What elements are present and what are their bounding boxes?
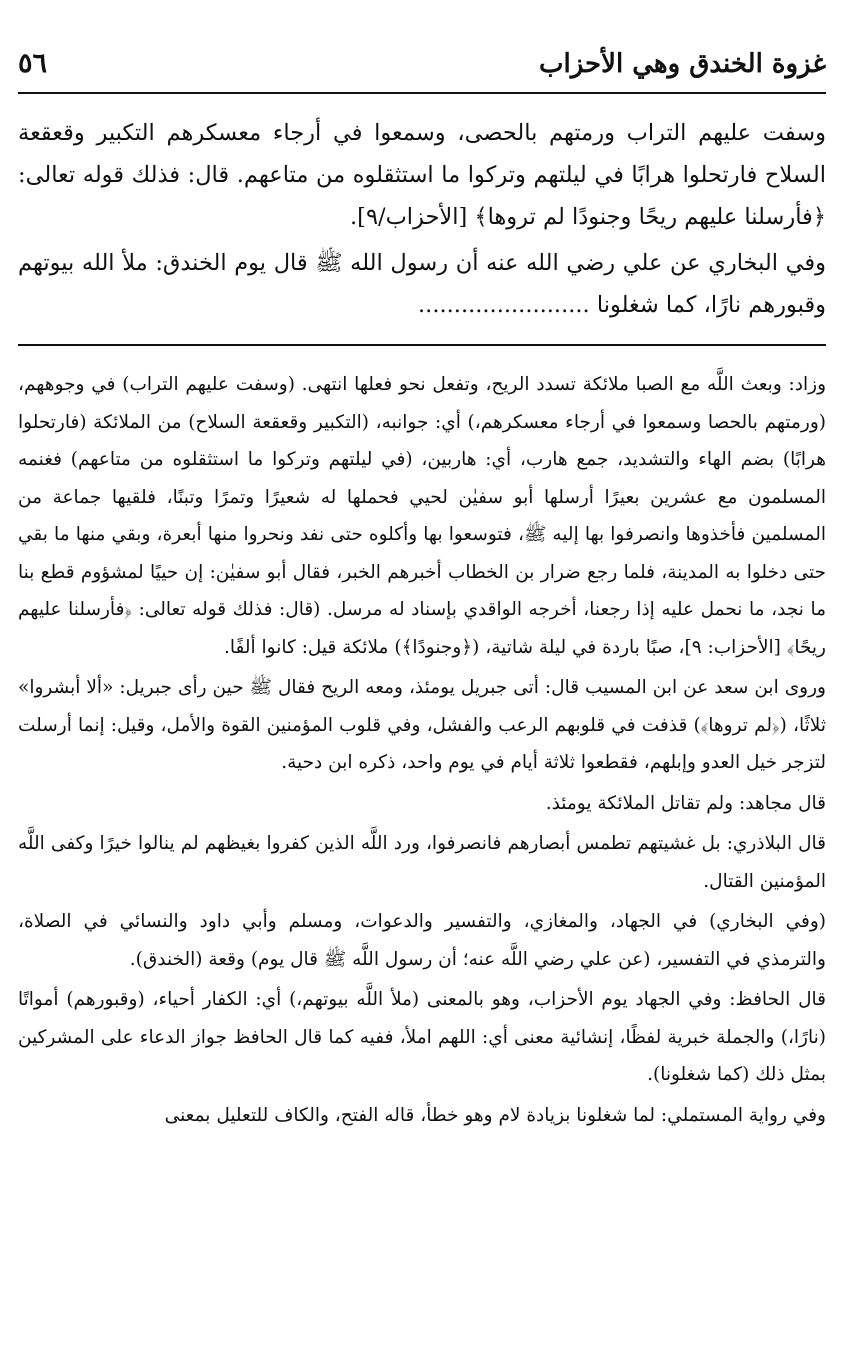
commentary-paragraph: وفي رواية المستملي: لما شغلونا بزيادة لام وهو خطأ، قاله الفتح، والكاف للتعليل بمعنى	[164, 1104, 826, 1126]
commentary-paragraph: قال مجاهد: ولم تقاتل الملائكة يومئذ.	[545, 792, 826, 814]
commentary-paragraph: (وفي البخاري) في الجهاد، والمغازي، والتفسير والدعوات، ومسلم وأبي داود والنسائي في الصلاة، والترمذي في التفسير، (عن علي رضي اللَّه عنه؛ أن رسول اللَّه ﷺ قال يوم) وقعة (الخندق).	[18, 911, 826, 970]
main-paragraph: وسفت عليهم التراب ورمتهم بالحصى، وسمعوا في أرجاء معسكرهم التكبير وقعقعة السلاح فارتحلوا هرابًا في ليلتهم وتركوا ما استثقلوه من متاعهم. قال: فذلك قوله تعالى: ﴿فأرسلنا عليهم ريحًا وجنودًا لم تروها﴾ [الأحزاب/٩].	[18, 120, 826, 230]
commentary-paragraph: قال الحافظ: وفي الجهاد يوم الأحزاب، وهو بالمعنى (ملأ اللَّه بيوتهم،) أي: الكفار أحياء، (وقبورهم) أمواتًا (نارًا،) والجملة خبرية لفظًا، إنشائية معنى أي: اللهم املأ، ففيه كما قال الحافظ جواز الدعاء على المشركين بمثل ذلك (كما شغلونا).	[18, 989, 826, 1085]
main-text	[18, 112, 826, 326]
commentary-paragraph: وروى ابن سعد عن ابن المسيب قال: أتى جبريل يومئذ، ومعه الريح فقال ﷺ حين رأى جبريل: «ألا أبشروا» ثلاثًا، (﴿لم تروها﴾) قذفت في قلوبهم الرعب والفشل، وفي قلوب المؤمنين القوة والأمل، وقيل: إنما أرسلت لتزجر خيل العدو وإبلهم، فقطعوا ثلاثة أيام في يوم واحد، ذكره ابن دحية.	[18, 677, 826, 773]
commentary-paragraph: وزاد: وبعث اللَّه مع الصبا ملائكة تسدد الريح، وتفعل نحو فعلها انتهى. (وسفت عليهم التراب) في وجوههم، (ورمتهم بالحصا وسمعوا في أرجاء معسكرهم،) أي: جوانبه، (التكبير وقعقعة السلاح) من الملائكة (فارتحلوا هرابًا) بضم الهاء والتشديد، جمع هارب، أي: هاربين، (في ليلتهم وتركوا ما استثقلوه من متاعهم) فغنمه المسلمون مع عشرين بعيرًا أرسلها أبو سفيٰن لحيي فحملها له شعيرًا وتمرًا وتبنًا، فلقيها جماعة من المسلمين فأخذوها وانصرفوا بها إليه ﷺ، فتوسعوا بها وأكلوه حتى نفد ونحروا منها أبعرة، وبقي منها ما بقي حتى دخلوا به المدينة، فلما رجع ضرار بن الخطاب أخبرهم الخبر، فقال أبو سفيٰن: إن حييًا لمشؤوم قطع بنا ما نجد، ما نحمل عليه إذا رجعنا، أخرجه الواقدي بإسناد له مرسل. (قال: فذلك قوله تعالى: ﴿فأرسلنا عليهم ريحًا﴾ [الأحزاب: ٩]، صبًا باردة في ليلة شاتية، (﴿وجنودًا﴾) ملائكة قيل: كانوا ألفًا.	[18, 374, 826, 658]
commentary-text	[18, 366, 826, 1134]
commentary-paragraph: قال البلاذري: بل غشيتهم تطمس أبصارهم فانصرفوا، ورد اللَّه الذين كفروا بغيظهم لم ينالوا خيرًا وكفى اللَّه المؤمنين القتال.	[18, 833, 826, 892]
page-header	[18, 48, 826, 94]
section-divider	[18, 344, 826, 346]
page-number: ٥٦	[18, 48, 48, 79]
main-paragraph: وفي البخاري عن علي رضي الله عنه أن رسول الله ﷺ قال يوم الخندق: ملأ الله بيوتهم وقبورهم نارًا، كما شغلونا ........................	[18, 250, 826, 318]
running-title: غزوة الخندق وهي الأحزاب	[539, 49, 826, 79]
